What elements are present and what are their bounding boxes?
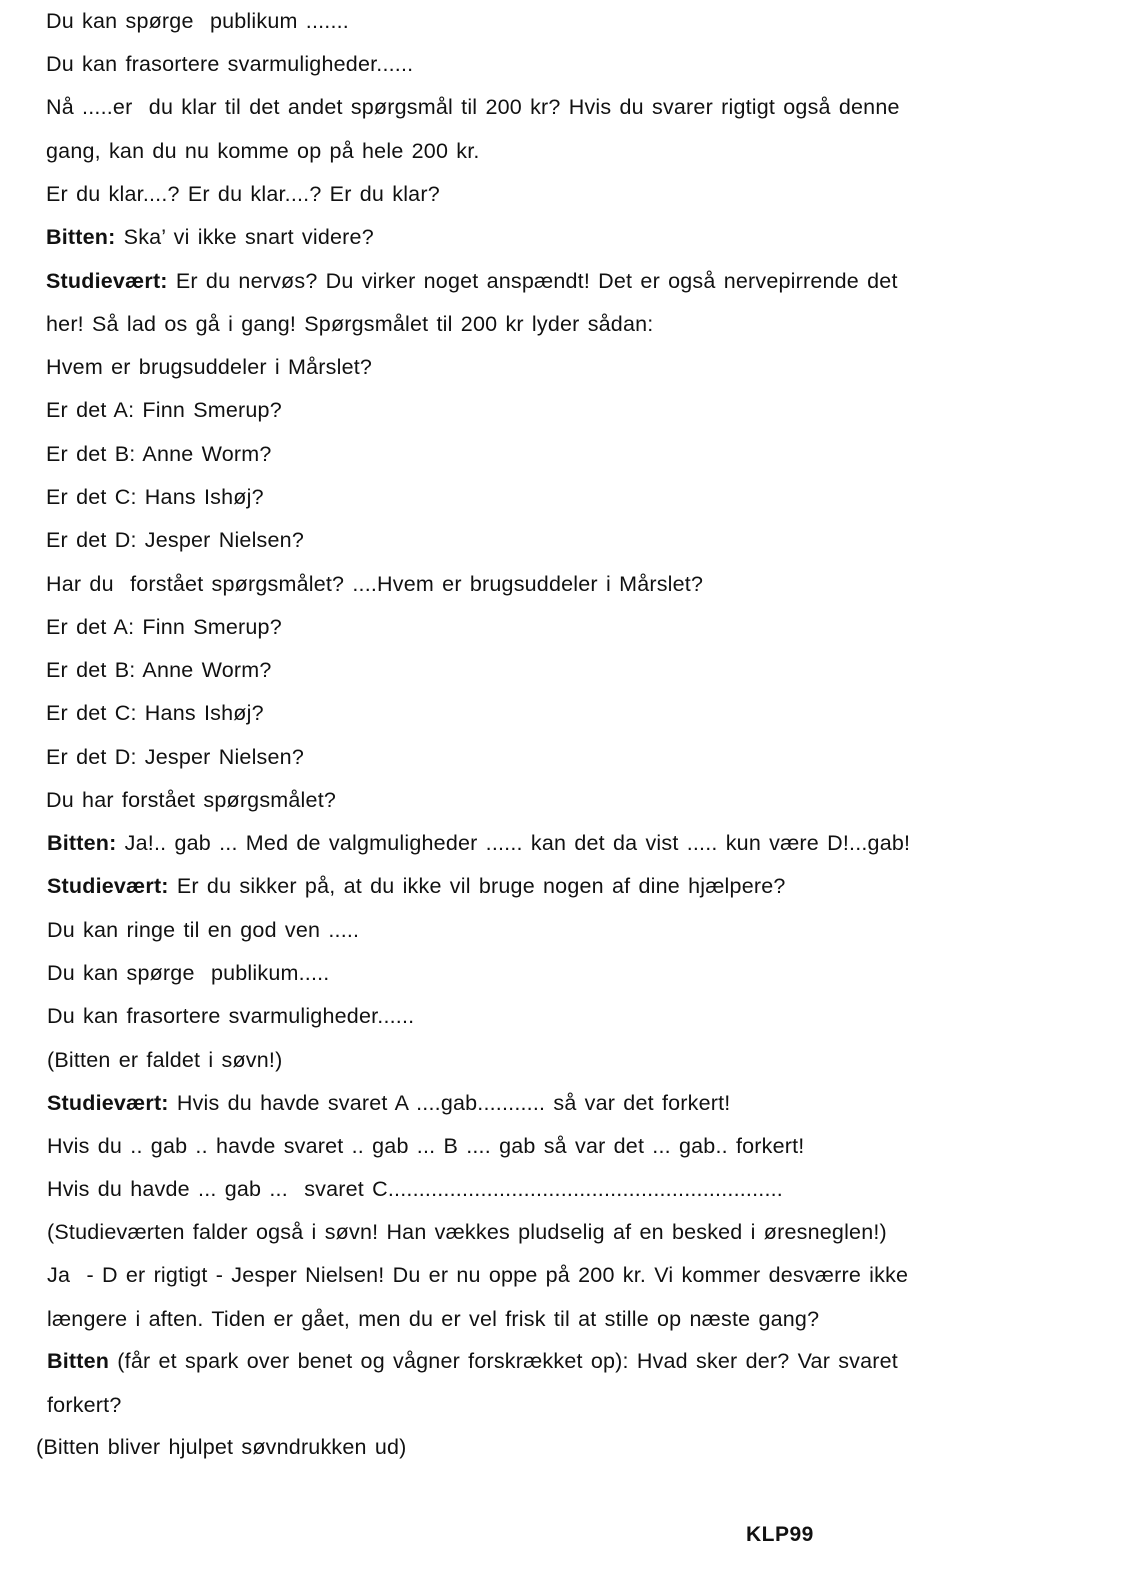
- line-text: Er det C: Hans Ishøj?: [46, 485, 264, 509]
- script-line: [46, 744, 304, 770]
- dialogue-line: [47, 873, 786, 899]
- line-text: Har du forstået spørgsmålet? ....Hvem er brugsuddeler i Mårslet?: [46, 572, 704, 596]
- script-line: [47, 1219, 887, 1245]
- line-text: Nå .....er du klar til det andet spørgsmål til 200 kr? Hvis du svarer rigtigt også denne: [46, 95, 900, 119]
- line-text: Er du nervøs? Du virker noget anspændt! Det er også nervepirrende det: [167, 269, 898, 293]
- line-text: Er det C: Hans Ishøj?: [46, 701, 264, 725]
- script-line: [46, 657, 272, 683]
- document-footer-code: KLP99: [746, 1523, 814, 1546]
- dialogue-line: [46, 268, 898, 294]
- line-text: Du har forstået spørgsmålet?: [46, 788, 337, 812]
- line-text: (Bitten bliver hjulpet søvndrukken ud): [36, 1435, 407, 1459]
- script-line: [46, 787, 336, 813]
- line-text: Ja!.. gab ... Med de valgmuligheder ...... kan det da vist ..... kun være D!...gab!: [116, 831, 911, 855]
- line-text: her! Så lad os gå i gang! Spørgsmålet til 200 kr lyder sådan:: [46, 312, 654, 336]
- line-text: Hvis du havde svaret A ....gab........... så var det forkert!: [168, 1091, 731, 1115]
- script-line: [47, 917, 359, 943]
- line-text: Er du klar....? Er du klar....? Er du klar?: [46, 182, 440, 206]
- script-line: [46, 571, 703, 597]
- line-text: Hvis du havde ... gab ... svaret C................................................................: [47, 1177, 783, 1201]
- line-text: Ska’ vi ikke snart videre?: [115, 225, 374, 249]
- line-text: Er det D: Jesper Nielsen?: [46, 745, 304, 769]
- speaker-name: Bitten:: [46, 225, 116, 249]
- script-line: [46, 51, 413, 77]
- dialogue-line: [47, 830, 910, 856]
- line-text: (Bitten er faldet i søvn!): [47, 1048, 283, 1072]
- dialogue-line: [47, 1348, 898, 1374]
- line-text: Er du sikker på, at du ikke vil bruge nogen af dine hjælpere?: [168, 874, 786, 898]
- script-line: [47, 1262, 908, 1288]
- script-line: [46, 441, 272, 467]
- script-line: [36, 1434, 407, 1460]
- line-text: forkert?: [47, 1393, 122, 1417]
- script-line: [46, 8, 349, 34]
- script-line: [46, 354, 372, 380]
- speaker-name: Studievært:: [47, 874, 169, 898]
- line-text: Du kan spørge publikum.....: [47, 961, 330, 985]
- line-text: længere i aften. Tiden er gået, men du er vel frisk til at stille op næste gang?: [47, 1307, 820, 1331]
- script-line: [47, 1306, 819, 1332]
- line-text: Du kan spørge publikum .......: [46, 9, 349, 33]
- line-text: Er det A: Finn Smerup?: [46, 615, 282, 639]
- script-line: [46, 614, 282, 640]
- speaker-name: Studievært:: [47, 1091, 169, 1115]
- line-text: Du kan frasortere svarmuligheder......: [46, 52, 414, 76]
- script-line: [47, 960, 329, 986]
- line-text: Hvem er brugsuddeler i Mårslet?: [46, 355, 373, 379]
- line-text: Ja - D er rigtigt - Jesper Nielsen! Du er nu oppe på 200 kr. Vi kommer desværre ikke: [47, 1263, 909, 1287]
- line-text: Er det D: Jesper Nielsen?: [46, 528, 304, 552]
- script-line: [46, 700, 264, 726]
- script-line: [46, 311, 653, 337]
- line-text: (Studieværten falder også i søvn! Han vækkes pludselig af en besked i øresneglen!): [47, 1220, 887, 1244]
- speaker-name: Studievært:: [46, 269, 168, 293]
- line-text: Du kan ringe til en god ven .....: [47, 918, 360, 942]
- dialogue-line: [47, 1090, 730, 1116]
- script-line: [47, 1392, 122, 1418]
- script-line: [47, 1176, 783, 1202]
- line-text: gang, kan du nu komme op på hele 200 kr.: [46, 139, 480, 163]
- line-text: Er det B: Anne Worm?: [46, 442, 272, 466]
- script-line: [46, 527, 304, 553]
- script-line: [46, 484, 264, 510]
- script-line: [46, 181, 440, 207]
- speaker-name: Bitten:: [47, 831, 117, 855]
- script-line: [46, 397, 282, 423]
- dialogue-line: [46, 224, 374, 250]
- speaker-name: Bitten: [47, 1349, 110, 1373]
- script-line: [47, 1133, 804, 1159]
- script-line: [47, 1003, 414, 1029]
- script-line: [46, 94, 900, 120]
- line-text: Hvis du .. gab .. havde svaret .. gab ... B .... gab så var det ... gab.. forkert!: [47, 1134, 805, 1158]
- line-text: (får et spark over benet og vågner forskrækket op): Hvad sker der? Var svaret: [109, 1349, 898, 1373]
- line-text: Er det B: Anne Worm?: [46, 658, 272, 682]
- script-line: [46, 138, 480, 164]
- line-text: Er det A: Finn Smerup?: [46, 398, 282, 422]
- script-line: [47, 1047, 282, 1073]
- line-text: Du kan frasortere svarmuligheder......: [47, 1004, 415, 1028]
